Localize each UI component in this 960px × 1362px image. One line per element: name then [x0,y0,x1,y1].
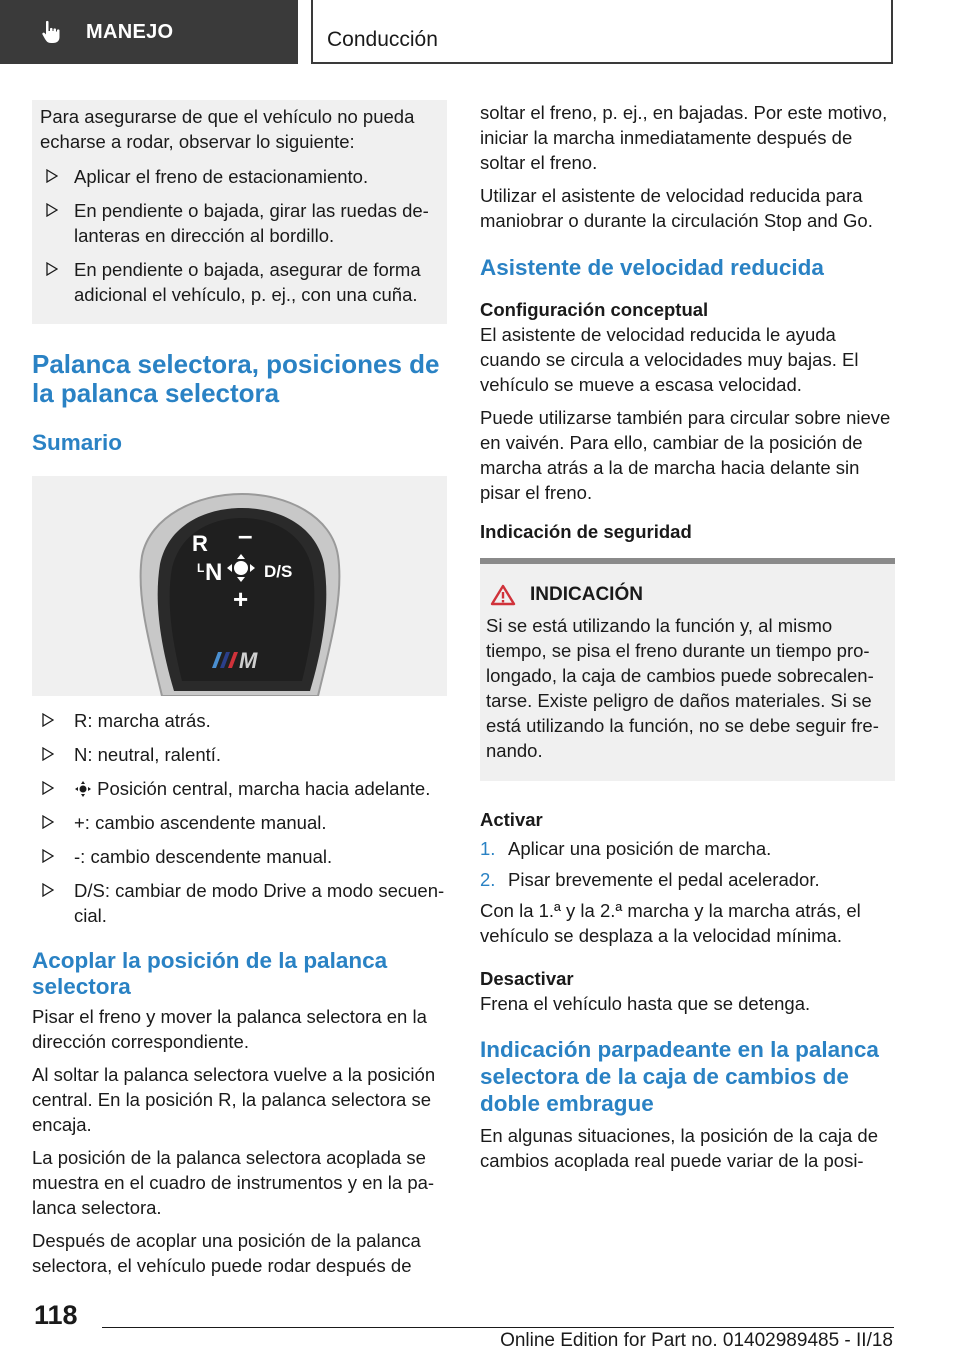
paragraph: Frena el vehículo hasta que se detenga. [480,993,811,1014]
warning-triangle-icon [490,584,516,606]
triangle-bullet-icon [46,203,58,217]
paragraph: Al soltar la palanca selectora vuelve a la posición central. En la posición R, la palanca selectora se encaja. [32,1064,436,1135]
paragraph: En algunas situaciones, la posición de la caja de cambios acoplada real puede variar de la posi- [480,1125,879,1171]
list-item: Aplicar el freno de estacionamiento. [40,164,439,189]
notice-header [486,582,895,607]
list-item: -: cambio descendente manual. [32,844,447,869]
list-item: +: cambio ascendente manual. [32,810,447,835]
list-item: R: marcha atrás. [32,708,447,733]
list-item: D/S: cambiar de modo Drive a modo secuencial. [32,878,447,928]
page-number: 118 [34,1300,78,1330]
triangle-bullet-icon [46,262,58,276]
list-item: N: neutral, ralentí. [32,742,447,767]
chapter-label: Conducción [327,28,438,51]
triangle-bullet-icon [42,781,54,795]
paragraph: La posición de la palanca selectora acoplada se muestra en el cuadro de instrumentos y en la palanca selectora. [32,1147,435,1218]
paragraph: Utilizar el asistente de velocidad reducida para maniobrar o durante la circulación Stop and Go. [480,185,873,231]
triangle-bullet-icon [42,883,54,897]
intro-text: Para asegurarse de que el vehículo no pueda echarse a rodar, observar lo siguiente: [40,106,415,152]
section-label: MANEJO [86,20,174,43]
svg-text:M: M [239,648,258,673]
notice-box [480,558,895,781]
steering-hand-icon [40,19,66,45]
paragraph: Pisar el freno y mover la palanca selectora en la dirección correspondiente. [32,1006,427,1052]
list-item: 1. Aplicar una posición de marcha. [480,838,772,859]
list-item: Posición central, marcha hacia adelante. [32,776,447,801]
paragraph: El asistente de velocidad reducida le ayuda cuando se circula a velocidades muy bajas. El vehículo se mueve a escasa velocidad. [480,324,859,395]
triangle-bullet-icon [46,169,58,183]
heading-config: Configuración conceptual [480,299,709,320]
triangle-bullet-icon [42,713,54,727]
heading-acoplar: Acoplar la posición de la palanca selectora [32,948,388,999]
paragraph: Puede utilizarse también para circular sobre nieve en vaivén. Para ello, cambiar de la posición de marcha atrás a la de marcha hacia delante sin pisar el freno. [480,407,891,503]
left-column [32,100,447,1286]
list-item: 2. Pisar brevemente el pedal acelerador. [480,869,820,890]
activar-steps [480,836,895,892]
knob-plus: + [233,584,249,614]
heading-asistente: Asistente de velocidad reducida [480,255,824,280]
knob-l: L [197,561,205,575]
knob-ds: D/S [264,562,293,581]
paragraph: Con la 1.ª y la 2.ª marcha y la marcha atrás, el vehículo se desplaza a la velocidad mínima. [480,900,861,946]
notice-text: Si se está utilizando la función y, al mismo tiempo, se pisa el freno durante un tiempo prolongado, la caja de cambios puede sobrecalentarse. Existe peligro de daños materiales. Si se está utilizando la función, no se debe seguir frenando. [486,615,879,761]
right-column [480,100,895,1181]
heading-selector-lever: Palanca selectora, posiciones de la palanca selectora [32,349,440,408]
heading-sumario: Sumario [32,430,123,455]
triangle-bullet-icon [42,815,54,829]
heading-seguridad: Indicación de seguridad [480,521,692,542]
heading-desactivar: Desactivar [480,968,574,989]
triangle-bullet-icon [42,747,54,761]
triangle-bullet-icon [42,849,54,863]
notice-title: INDICACIÓN [530,584,643,605]
paragraph: soltar el freno, p. ej., en bajadas. Por este motivo, iniciar la marcha inmediatamente después de soltar el freno. [480,102,888,173]
rolling-prevention-box [32,100,447,324]
chapter-header [311,0,893,64]
positions-list [32,708,447,928]
list-item: En pendiente o bajada, girar las ruedas delanteras en dirección al bordillo. [40,198,439,248]
intro-list [40,164,439,307]
section-tab [0,0,298,64]
footer-divider [102,1327,894,1328]
knob-n: N [205,559,223,586]
list-item: En pendiente o bajada, asegurar de forma adicional el vehículo, p. ej., con una cuña. [40,257,439,307]
edition-text: Online Edition for Part no. 01402989485 - II/18 [500,1330,893,1351]
heading-activar: Activar [480,809,543,830]
knob-minus: – [238,520,253,550]
gear-knob-illustration [32,476,447,696]
heading-indicacion: Indicación parpadeante en la palanca selectora de la caja de cambios de doble embrague [480,1037,879,1116]
gear-knob-figure [32,476,447,696]
central-position-icon [74,780,92,798]
knob-r: R [192,531,208,556]
paragraph: Después de acoplar una posición de la palanca selectora, el vehículo puede rodar después de [32,1230,421,1276]
